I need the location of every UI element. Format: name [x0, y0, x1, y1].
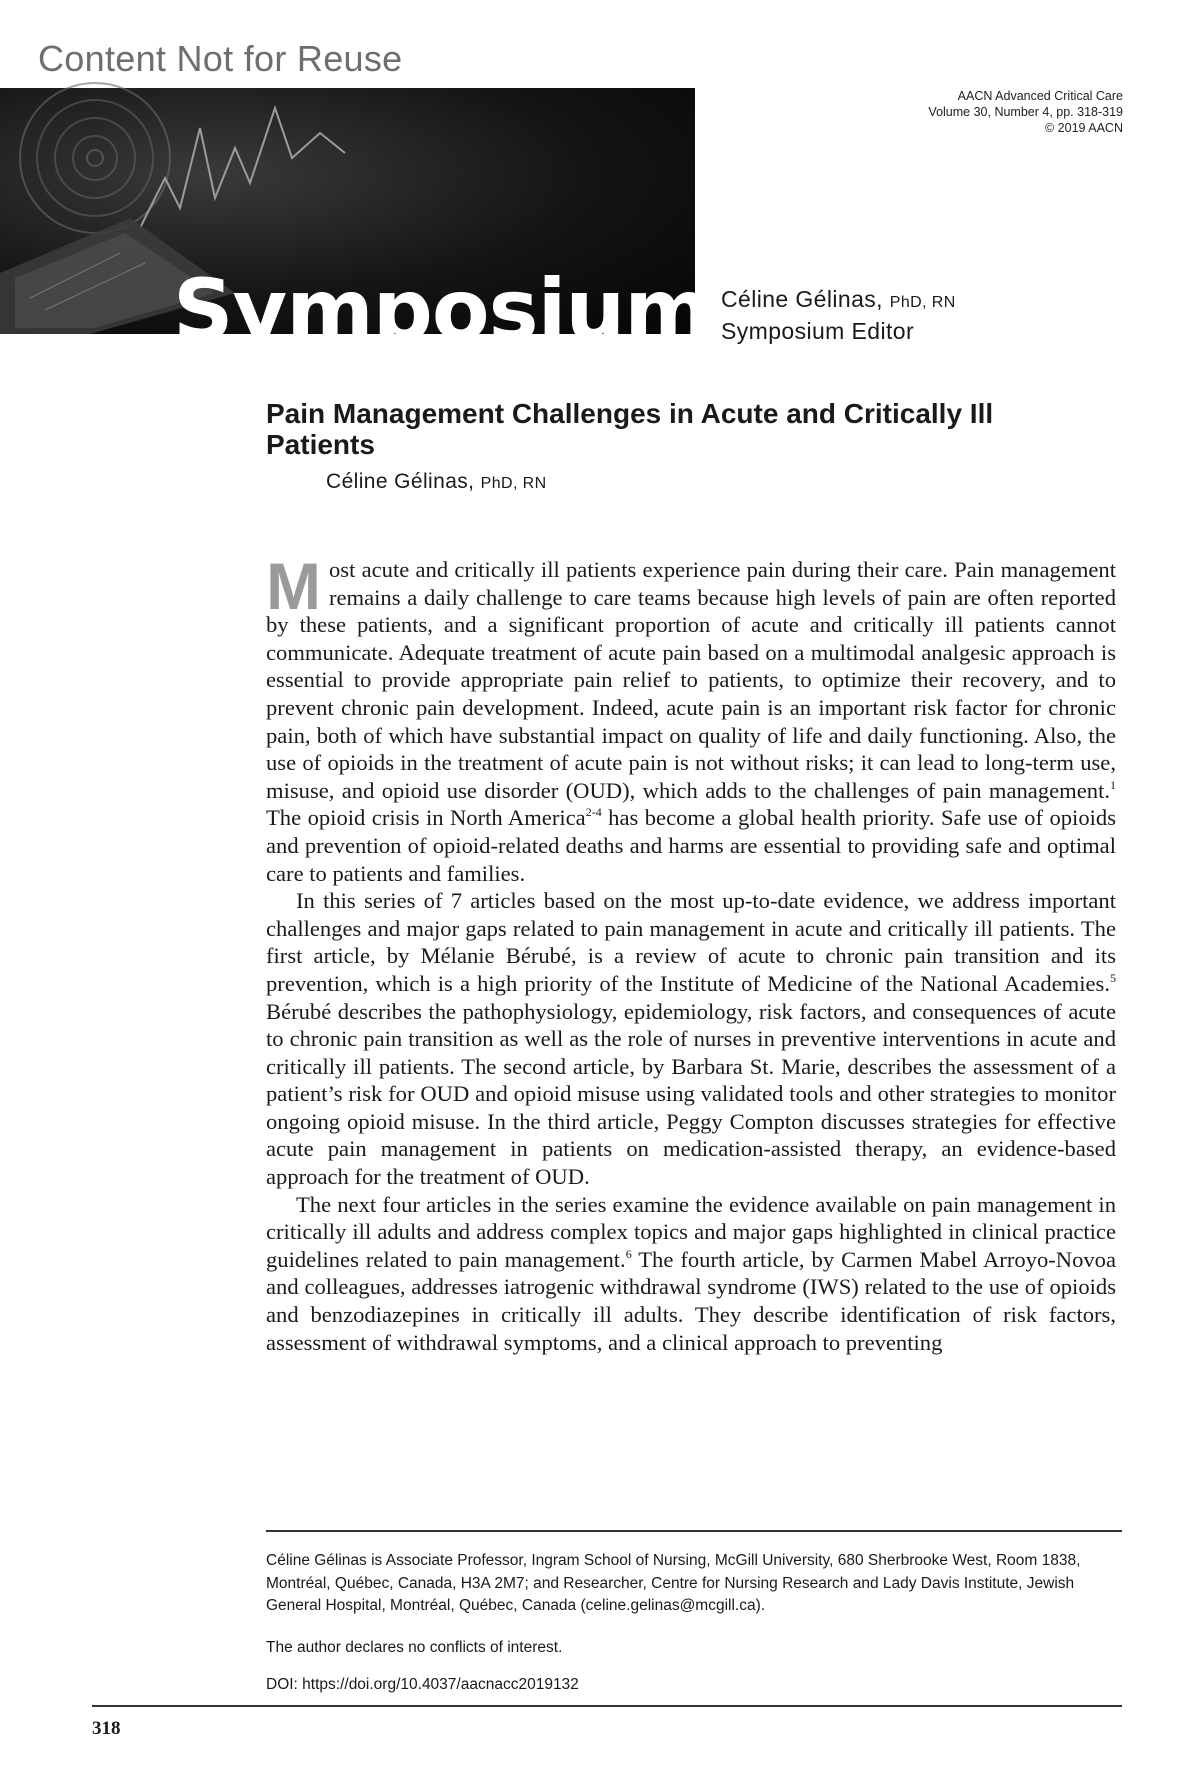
conflict-statement: The author declares no conflicts of interest.: [266, 1639, 563, 1656]
symposium-editor: [721, 285, 956, 346]
author-affiliation: Céline Gélinas is Associate Professor, Ingram School of Nursing, McGill University, 680 Sherbrooke West, Room 1838, Montréal, Québec, Canada, H3A 2M7; and Researcher, Centre for Nursing Research and Lady Davis Institute, Jewish General Hospital, Montréal, Québec, Canada (celine.gelinas@mcgill.ca).: [266, 1552, 1081, 1614]
article-body: [266, 549, 1116, 1356]
editor-credentials: PhD, RN: [889, 294, 956, 311]
paragraph-2-text-b: Bérubé describes the pathophysiology, epidemiology, risk factors, and consequences of acute to chronic pain transition as well as the role of nurses in preventive interventions in acute and critically ill patients. The second article, by Barbara St. Marie, describes the assessment of a patient’s risk for OUD and opioid misuse using validated tools and other strategies to monitor ongoing opioid misuse. In the third article, Peggy Compton discusses strategies for effective acute pain management in patients on medication-assisted therapy, an evidence-based approach for the treatment of OUD.: [266, 998, 1116, 1190]
journal-name: AACN Advanced Critical Care: [957, 89, 1123, 103]
editor-name: Céline Gélinas,: [721, 286, 883, 312]
paragraph-3-text-a: The next four articles in the series examine the evidence available on pain management in critically ill adults and address complex topics and major gaps highlighted in clinical practice guidelines related to pain management.: [266, 1191, 1116, 1272]
watermark: Content Not for Reuse: [38, 38, 403, 79]
reference-2-4: 2-4: [585, 805, 602, 820]
article-byline: [326, 470, 547, 494]
journal-volume: Volume 30, Number 4, pp. 318-319: [928, 105, 1123, 119]
paragraph-3: [266, 1191, 1116, 1357]
journal-info: [928, 88, 1123, 136]
paragraph-2-text-a: In this series of 7 articles based on the most up-to-date evidence, we address important challenges and major gaps related to pain management in acute and critically ill patients. The first article, by Mélanie Bérubé, is a review of acute to chronic pain transition and its prevention, which is a high priority of the Institute of Medicine of the National Academies.: [266, 888, 1116, 996]
banner-title: Symposium: [173, 261, 711, 359]
drop-cap: M: [266, 549, 321, 623]
symposium-banner: [0, 88, 711, 398]
reference-6: 6: [625, 1246, 632, 1261]
paragraph-1: [266, 549, 1116, 887]
paragraph-1-text-b: The opioid crisis in North America: [266, 805, 586, 831]
reference-5: 5: [1110, 970, 1116, 985]
page-number: 318: [92, 1718, 121, 1739]
reference-1: 1: [1110, 777, 1116, 792]
banner-subtitle: Introduction: [245, 360, 440, 398]
editor-role: Symposium Editor: [721, 318, 915, 344]
doi-link[interactable]: DOI: https://doi.org/10.4037/aacnacc2019132: [266, 1676, 579, 1693]
paragraph-3-text-b: The fourth article, by Carmen Mabel Arroyo-Novoa and colleagues, addresses iatrogenic withdrawal syndrome (IWS) related to the use of opioids and benzodiazepines in critically ill adults. They describe identification of risk factors, assessment of withdrawal symptoms, and a clinical approach to preventing: [266, 1246, 1116, 1355]
journal-copyright: © 2019 AACN: [1044, 121, 1123, 135]
article-title: Pain Management Challenges in Acute and Critically Ill Patients: [266, 398, 994, 460]
paragraph-1-text-c: has become a global health priority. Safe use of opioids and prevention of opioid-related deaths and harms are essential to providing safe and optimal care to patients and families.: [266, 805, 1116, 886]
author-name: Céline Gélinas,: [326, 470, 475, 493]
paragraph-2: [266, 887, 1116, 1191]
paragraph-1-text-a: ost acute and critically ill patients experience pain during their care. Pain management remains a daily challenge to care teams because high levels of pain are often reported by these patients, and a significant proportion of acute and critically ill patients cannot communicate. Adequate treatment of acute pain based on a multimodal analgesic approach is essential to provide appropriate pain relief to patients, to optimize their recovery, and to prevent chronic pain development. Indeed, acute pain is an important risk factor for chronic pain, both of which have substantial impact on quality of life and daily functioning. Also, the use of opioids in the treatment of acute pain is not without risks; it can lead to long-term use, misuse, and opioid use disorder (OUD), which adds to the challenges of pain management.: [266, 557, 1116, 803]
footnote-divider: [266, 1530, 1122, 1532]
author-credentials: PhD, RN: [480, 475, 547, 492]
bottom-rule: [92, 1705, 1122, 1707]
